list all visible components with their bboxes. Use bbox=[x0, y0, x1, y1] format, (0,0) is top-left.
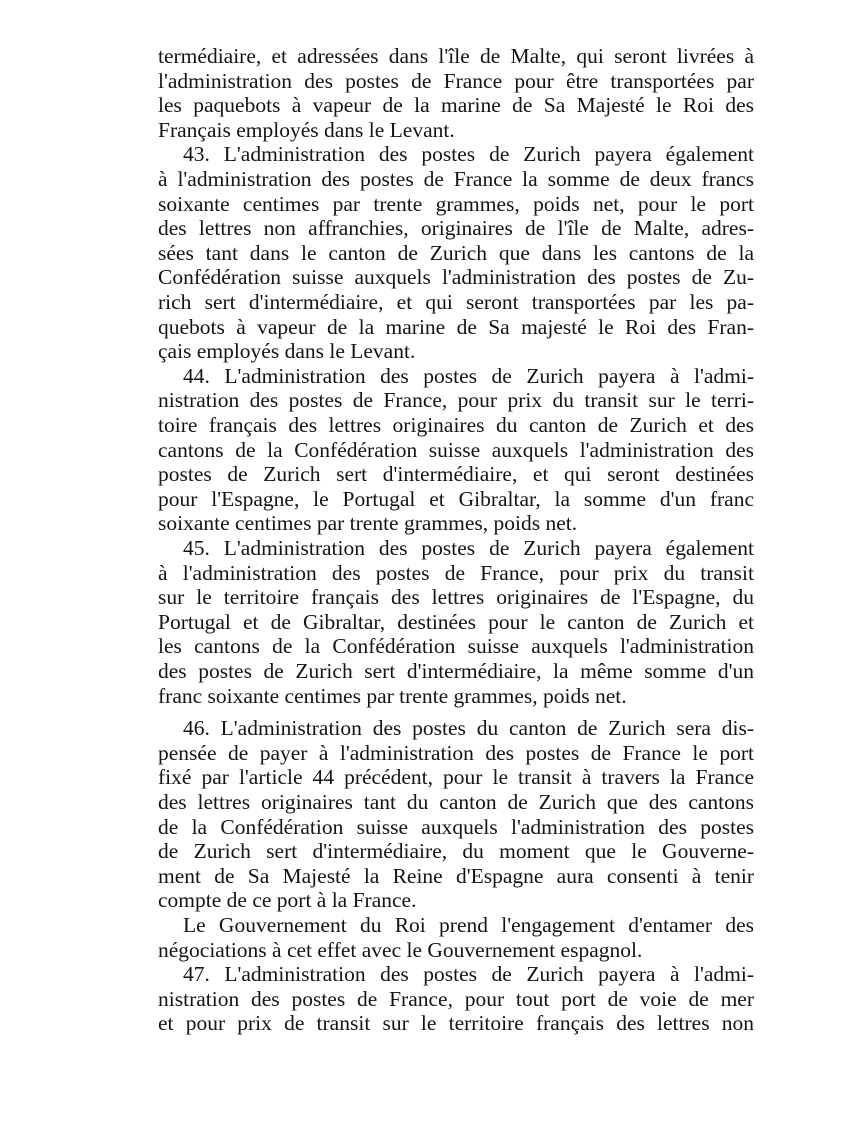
text-line: rich sert d'intermédiaire, et qui seront transportées par les pa- bbox=[158, 290, 754, 314]
text-line: fixé par l'article 44 précédent, pour le transit à travers la France bbox=[158, 765, 754, 790]
paragraph-first-line: 46. L'administration des postes du canton de Zurich sera dis- bbox=[183, 716, 754, 741]
paragraph-first-line: 47. L'administration des postes de Zurich payera à l'admi- bbox=[183, 962, 754, 987]
text-line: et pour prix de transit sur le territoire français des lettres non bbox=[158, 1011, 754, 1036]
text-line: soixante centimes par trente grammes, poids net, pour le port bbox=[158, 191, 754, 216]
text-line: nistration des postes de France, pour prix du transit sur le terri- bbox=[158, 388, 754, 413]
paragraph-first-line: 45. L'administration des postes de Zurich payera également bbox=[183, 536, 754, 560]
text-line: de Zurich sert d'intermédiaire, du moment que le Gouverne- bbox=[158, 839, 754, 864]
text-line: postes de Zurich sert d'intermédiaire, et qui seront destinées bbox=[158, 462, 754, 487]
text-line: ment de Sa Majesté la Reine d'Espagne aura consenti à tenir bbox=[158, 863, 754, 888]
text-line: à l'administration des postes de France la somme de deux francs bbox=[158, 167, 754, 191]
text-line: sées tant dans le canton de Zurich que dans les cantons de la bbox=[158, 240, 754, 265]
text-line: Français employés dans le Levant. bbox=[158, 117, 455, 142]
paragraph-first-line: Le Gouvernement du Roi prend l'engagement d'entamer des bbox=[183, 913, 754, 937]
text-line: toire français des lettres originaires du canton de Zurich et des bbox=[158, 413, 754, 437]
paragraph-first-line: 44. L'administration des postes de Zurich payera à l'admi- bbox=[183, 363, 754, 388]
text-line: cantons de la Confédération suisse auxquels l'administration des bbox=[158, 437, 754, 462]
text-line: l'administration des postes de France pour être transportées par bbox=[158, 68, 754, 93]
text-line: négociations à cet effet avec le Gouvernement espagnol. bbox=[158, 937, 643, 962]
text-line: les paquebots à vapeur de la marine de Sa Majesté le Roi des bbox=[158, 93, 754, 118]
text-line: à l'administration des postes de France, pour prix du transit bbox=[158, 560, 754, 585]
text-line: Portugal et de Gibraltar, destinées pour le canton de Zurich et bbox=[158, 609, 754, 634]
text-line: Confédération suisse auxquels l'administration des postes de Zu- bbox=[158, 265, 754, 290]
text-line: sur le territoire français des lettres originaires de l'Espagne, du bbox=[158, 585, 754, 610]
text-line: des postes de Zurich sert d'intermédiaire, la même somme d'un bbox=[158, 659, 754, 683]
text-line: nistration des postes de France, pour tout port de voie de mer bbox=[158, 986, 754, 1011]
text-line: termédiaire, et adressées dans l'île de Malte, qui seront livrées à bbox=[158, 44, 754, 68]
text-line: pensée de payer à l'administration des postes de France le port bbox=[158, 740, 754, 765]
paragraph-first-line: 43. L'administration des postes de Zurich payera également bbox=[183, 142, 754, 167]
text-line: soixante centimes par trente grammes, poids net. bbox=[158, 511, 578, 536]
text-line: franc soixante centimes par trente grammes, poids net. bbox=[158, 683, 627, 708]
text-line: quebots à vapeur de la marine de Sa majesté le Roi des Fran- bbox=[158, 314, 754, 339]
text-line: pour l'Espagne, le Portugal et Gibraltar, la somme d'un franc bbox=[158, 486, 754, 511]
text-line: çais employés dans le Levant. bbox=[158, 339, 416, 364]
text-line: les cantons de la Confédération suisse auxquels l'administration bbox=[158, 634, 754, 659]
text-line: compte de ce port à la France. bbox=[158, 888, 417, 913]
text-line: de la Confédération suisse auxquels l'administration des postes bbox=[158, 814, 754, 839]
text-line: des lettres originaires tant du canton de Zurich que des cantons bbox=[158, 790, 754, 814]
text-line: des lettres non affranchies, originaires de l'île de Malte, adres- bbox=[158, 216, 754, 241]
